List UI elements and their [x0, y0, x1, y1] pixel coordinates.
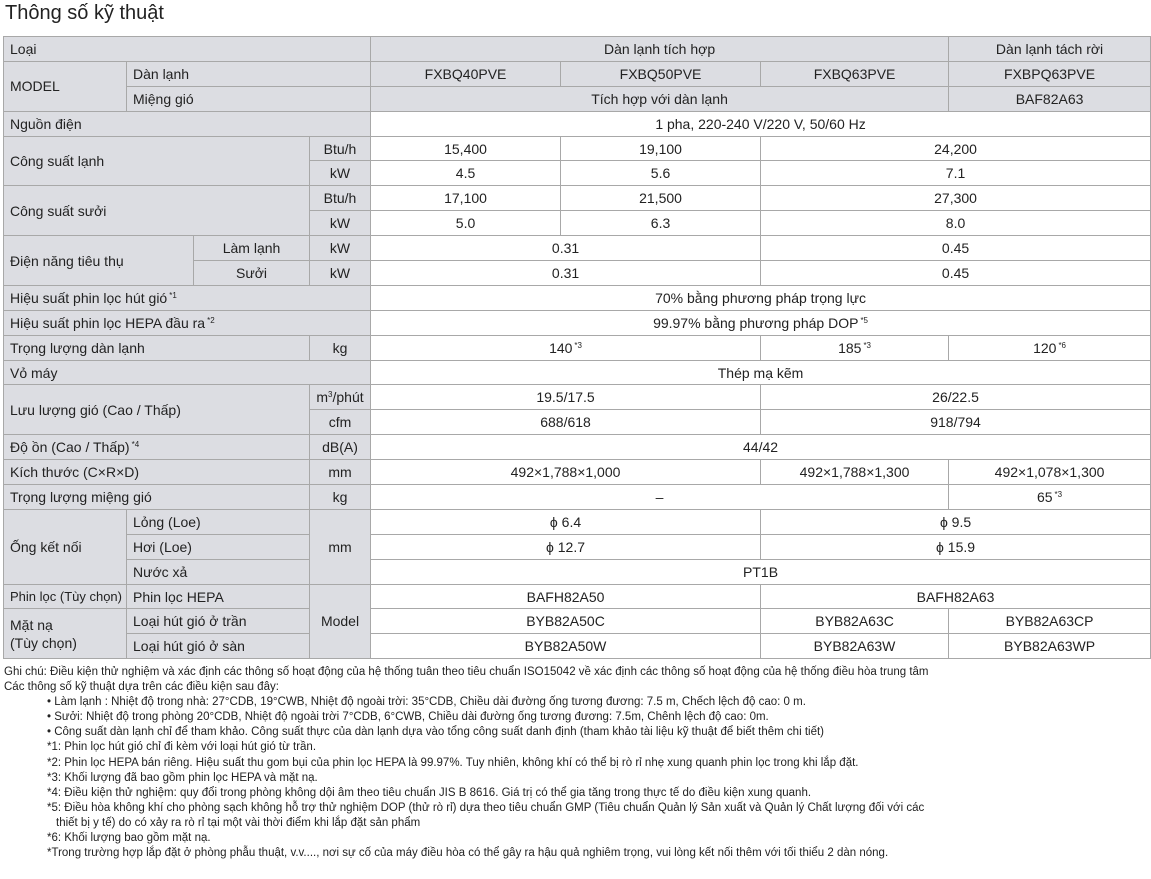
- value-cell: 7.1: [761, 161, 1151, 186]
- label-phin-loc-hut: [4, 285, 371, 310]
- unit-cell: kW: [310, 211, 371, 236]
- row-mat-na-san: [4, 634, 1151, 659]
- value-cell: 5.6: [561, 161, 761, 186]
- row-tl-mieng-gio: [4, 485, 1151, 510]
- label-trong-luong: Trọng lượng dàn lạnh: [4, 335, 310, 360]
- value-cell: [371, 310, 1151, 335]
- row-nguon-dien: [4, 111, 1151, 136]
- note-line: *3: Khối lượng đã bao gồm phin lọc HEPA và mặt nạ.: [47, 771, 318, 784]
- value-cell: 0.31: [371, 261, 761, 286]
- label-vo-may: Vỏ máy: [4, 360, 371, 385]
- value-cell: BYB82A50C: [371, 609, 761, 634]
- row-dien-nang-lanh: [4, 236, 1151, 261]
- row-cong-suat-lanh: [4, 136, 1151, 161]
- sub-label-nuoc-xa: Nước xả: [127, 559, 310, 584]
- sub-label-san: Loại hút gió ở sàn: [127, 634, 310, 659]
- unit-cell: kW: [310, 161, 371, 186]
- label-text: Hiệu suất phin lọc HEPA đầu ra: [10, 314, 206, 331]
- value-cell: 70% bằng phương pháp trọng lực: [371, 285, 1151, 310]
- unit-text: /phút: [332, 389, 364, 406]
- unit-cell: mm: [310, 509, 371, 584]
- label-do-on: [4, 435, 310, 460]
- model-cell: FXBQ40PVE: [371, 61, 561, 86]
- note-line: • Làm lạnh : Nhiệt độ trong nhà: 27°CDB, 19°CWB, Nhiệt độ ngoài trời: 35°CDB, Chiều dài đường ống tương đương: 7.5 m, Chếch lệch độ cao: 0 m.: [47, 696, 806, 709]
- value-cell: [949, 335, 1151, 360]
- footnote-ref: *2: [207, 315, 215, 325]
- value-cell: [371, 335, 761, 360]
- unit-cell: kg: [310, 335, 371, 360]
- value-cell: BYB82A63CP: [949, 609, 1151, 634]
- value-cell: BYB82A63WP: [949, 634, 1151, 659]
- note-line: Các thông số kỹ thuật dựa trên các điều kiện sau đây:: [4, 681, 279, 694]
- value-cell: 17,100: [371, 186, 561, 211]
- sub-label-tran: Loại hút gió ở trần: [127, 609, 310, 634]
- footnote-ref: *5: [860, 315, 868, 325]
- value-cell: 21,500: [561, 186, 761, 211]
- unit-cell: Btu/h: [310, 136, 371, 161]
- note-line: *Trong trường hợp lắp đặt ở phòng phẫu thuật, v.v...., nơi sự cố của máy điều hòa có thể gây ra hậu quả nghiêm trọng, vui lòng kết nối thêm với tối thiểu 2 dàn nóng.: [47, 847, 889, 860]
- row-model-mieng-gio: [4, 86, 1151, 111]
- value-cell: 492×1,788×1,000: [371, 460, 761, 485]
- unit-cell: kW: [310, 236, 371, 261]
- row-model-dan-lanh: [4, 61, 1151, 86]
- value-cell: [949, 485, 1151, 510]
- value-cell: BAFH82A50: [371, 584, 761, 609]
- value-cell: 19,100: [561, 136, 761, 161]
- label-model: MODEL: [4, 61, 127, 111]
- footnote-ref: *3: [574, 340, 582, 350]
- row-phin-loc-hepa: [4, 310, 1151, 335]
- note-line: thiết bị y tế) do có xảy ra rò rỉ tại một vài thời điểm khi lắp đặt sản phẩm: [56, 816, 421, 829]
- note-line: *6: Khối lượng bao gồm mặt nạ.: [47, 832, 211, 845]
- model-cell: FXBPQ63PVE: [949, 61, 1151, 86]
- row-loai: [4, 37, 1151, 62]
- label-loai: Loại: [4, 37, 371, 62]
- value-cell: 5.0: [371, 211, 561, 236]
- label-kich-thuoc: Kích thước (C×R×D): [4, 460, 310, 485]
- unit-cell: Model: [310, 584, 371, 659]
- row-luu-luong: [4, 385, 1151, 410]
- footnote-ref: *1: [169, 290, 177, 300]
- value-cell: Tích hợp với dàn lạnh: [371, 86, 949, 111]
- row-phin-loc-hut: [4, 285, 1151, 310]
- value-cell: 492×1,078×1,300: [949, 460, 1151, 485]
- value-cell: 44/42: [371, 435, 1151, 460]
- note-line: *4: Điều kiện thử nghiệm: quy đổi trong phòng không dội âm theo tiêu chuẩn JIS B 8616. Giá trị có thể gia tăng trong thực tế do điều kiện xung quanh.: [47, 786, 812, 799]
- value-cell: ϕ 12.7: [371, 534, 761, 559]
- header-tich-hop: Dàn lạnh tích hợp: [371, 37, 949, 62]
- note-line: *5: Điều hòa không khí cho phòng sạch không hỗ trợ thử nghiệm DOP (thử rò rỉ) dựa theo tiêu chuẩn GMP (Tiêu chuẩn Quản lý Sản xuất và Quản lý Chất lượng đối với các: [47, 801, 925, 814]
- value-cell: 19.5/17.5: [371, 385, 761, 410]
- label-text: Hiệu suất phin lọc hút gió: [10, 289, 168, 306]
- label-dan-lanh: Dàn lạnh: [127, 61, 371, 86]
- value-cell: 6.3: [561, 211, 761, 236]
- value-cell: ϕ 9.5: [761, 509, 1151, 534]
- value-cell: Thép mạ kẽm: [371, 360, 1151, 385]
- value-text: 99.97% bằng phương pháp DOP: [653, 314, 859, 331]
- value-cell: 4.5: [371, 161, 561, 186]
- model-cell: FXBQ50PVE: [561, 61, 761, 86]
- row-ong-hoi: [4, 534, 1151, 559]
- label-mieng-gio: Miệng gió: [127, 86, 371, 111]
- footnote-ref: *6: [1058, 340, 1066, 350]
- value-cell: –: [371, 485, 949, 510]
- note-line: *2: Phin lọc HEPA bán riêng. Hiệu suất thu gom bụi của phin lọc HEPA là 99.97%. Tuy nhiên, không khí có thể bị rò rỉ nhẹ xung quanh phin lọc trong khi lắp đặt.: [47, 756, 859, 769]
- value-cell: 0.45: [761, 236, 1151, 261]
- note-line: Ghi chú: Điều kiện thử nghiệm và xác định các thông số hoạt động của hệ thống tuân theo tiêu chuẩn ISO15042 về xác định các thông số hoạt động của hệ thống điều hòa trung tâm: [4, 666, 929, 678]
- row-cong-suat-suoi: [4, 186, 1151, 211]
- value-cell: 8.0: [761, 211, 1151, 236]
- row-nuoc-xa: [4, 559, 1151, 584]
- label-mat-na: [4, 609, 127, 659]
- unit-cell: dB(A): [310, 435, 371, 460]
- sub-label-hoi: Hơi (Loe): [127, 534, 310, 559]
- page-title: Thông số kỹ thuật: [5, 2, 164, 24]
- label-nguon-dien: Nguồn điện: [4, 111, 371, 136]
- value-cell: 492×1,788×1,300: [761, 460, 949, 485]
- label-dien-nang: Điện năng tiêu thụ: [4, 236, 194, 286]
- label-cong-suat-suoi: Công suất sưởi: [4, 186, 310, 236]
- label-text: Độ ồn (Cao / Thấp): [10, 439, 130, 456]
- footnote-ref: *3: [863, 340, 871, 350]
- sub-label-phin-hepa: Phin lọc HEPA: [127, 584, 310, 609]
- note-line: • Công suất dàn lạnh chỉ để tham khảo. Công suất thực của dàn lạnh dựa vào tổng công suất danh định (tham khảo tài liệu kỹ thuật để biết thêm chi tiết): [47, 726, 824, 739]
- value-cell: 15,400: [371, 136, 561, 161]
- value-cell: BYB82A63C: [761, 609, 949, 634]
- row-kich-thuoc: [4, 460, 1151, 485]
- model-cell: FXBQ63PVE: [761, 61, 949, 86]
- footnote-ref: *3: [1054, 489, 1063, 499]
- label-phin-loc-tuy-chon: Phin lọc (Tùy chọn): [4, 584, 127, 609]
- unit-cell: [310, 385, 371, 410]
- row-mat-na-tran: [4, 609, 1151, 634]
- sub-label-long: Lỏng (Loe): [127, 509, 310, 534]
- value-cell: BAFH82A63: [761, 584, 1151, 609]
- footnote-ref: *4: [131, 440, 140, 450]
- sub-label-suoi: Sưởi: [194, 261, 310, 286]
- value-text: 185: [838, 339, 862, 356]
- row-do-on: [4, 435, 1151, 460]
- spec-table: [3, 36, 1151, 659]
- note-line: • Sưởi: Nhiệt độ trong phòng 20°CDB, Nhiệt độ ngoài trời 7°CDB, 6°CWB, Chiều dài đường ống tương đương: 7.5m, Chênh lệch độ cao: 0m.: [47, 711, 769, 724]
- row-phin-loc-tuy-chon: [4, 584, 1151, 609]
- value-cell: [761, 335, 949, 360]
- label-phin-loc-hepa: [4, 310, 371, 335]
- unit-cell: kg: [310, 485, 371, 510]
- unit-cell: Btu/h: [310, 186, 371, 211]
- value-cell: 27,300: [761, 186, 1151, 211]
- value-cell: 24,200: [761, 136, 1151, 161]
- label-line: Mặt nạ: [10, 616, 53, 633]
- value-cell: 26/22.5: [761, 385, 1151, 410]
- label-luu-luong: Lưu lượng gió (Cao / Thấp): [4, 385, 310, 435]
- row-ong-long: [4, 509, 1151, 534]
- value-cell: 0.31: [371, 236, 761, 261]
- notes-section: [4, 665, 1144, 861]
- value-cell: ϕ 15.9: [761, 534, 1151, 559]
- value-text: 140: [549, 339, 573, 356]
- value-text: 120: [1033, 339, 1057, 356]
- value-cell: BAF82A63: [949, 86, 1151, 111]
- label-ong-ket-noi: Ống kết nối: [4, 509, 127, 584]
- label-tl-mieng-gio: Trọng lượng miệng gió: [4, 485, 310, 510]
- unit-cell: mm: [310, 460, 371, 485]
- label-cong-suat-lanh: Công suất lạnh: [4, 136, 310, 186]
- value-cell: PT1B: [371, 559, 1151, 584]
- value-cell: 0.45: [761, 261, 1151, 286]
- value-cell: 1 pha, 220-240 V/220 V, 50/60 Hz: [371, 111, 1151, 136]
- value-cell: BYB82A50W: [371, 634, 761, 659]
- value-cell: BYB82A63W: [761, 634, 949, 659]
- unit-text: m: [316, 389, 329, 406]
- note-line: *1: Phin lọc hút gió chỉ đi kèm với loại hút gió từ trần.: [47, 741, 317, 754]
- label-line: (Tùy chọn): [10, 634, 77, 651]
- value-cell: 918/794: [761, 410, 1151, 435]
- value-cell: 688/618: [371, 410, 761, 435]
- header-tach-roi: Dàn lạnh tách rời: [949, 37, 1151, 62]
- unit-cell: cfm: [310, 410, 371, 435]
- unit-cell: kW: [310, 261, 371, 286]
- value-cell: ϕ 6.4: [371, 509, 761, 534]
- row-trong-luong: [4, 335, 1151, 360]
- row-vo-may: [4, 360, 1151, 385]
- sub-label-lam-lanh: Làm lạnh: [194, 236, 310, 261]
- unit-superscript: 3: [328, 390, 333, 400]
- value-text: 65: [1036, 488, 1053, 505]
